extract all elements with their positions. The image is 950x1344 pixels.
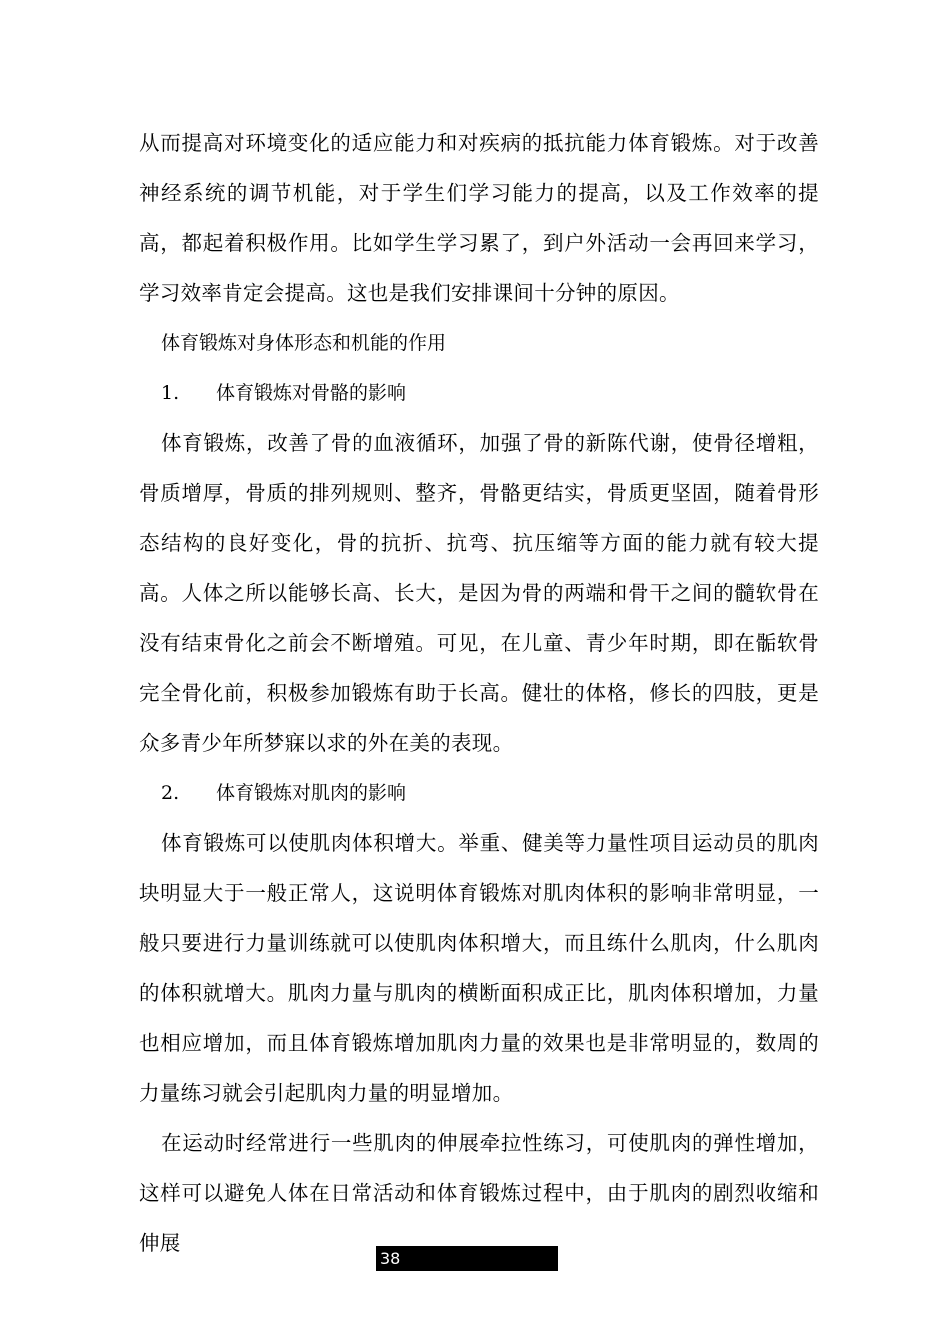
heading-text: 体育锻炼对骨骼的影响 <box>216 382 407 404</box>
heading-text: 体育锻炼对肌肉的影响 <box>216 782 407 804</box>
numbered-heading-bones <box>139 368 819 418</box>
paragraph-muscles: 体育锻炼可以使肌肉体积增大。举重、健美等力量性项目运动员的肌肉块明显大于一般正常人，这说明体育锻炼对肌肉体积的影响非常明显，一般只要进行力量训练就可以使肌肉体积增大，而且练什么肌肉，什么肌肉的体积就增大。肌肉力量与肌肉的横断面积成正比，肌肉体积增加，力量也相应增加，而且体育锻炼增加肌肉力量的效果也是非常明显的，数周的力量练习就会引起肌肉力量的明显增加。 <box>139 831 819 1105</box>
page-number-bar <box>376 1246 558 1271</box>
paragraph-continuation: 从而提高对环境变化的适应能力和对疾病的抵抗能力体育锻炼。对于改善神经系统的调节机能，对于学生们学习能力的提高，以及工作效率的提高，都起着积极作用。比如学生学习累了，到户外活动一会再回来学习，学习效率肯定会提高。这也是我们安排课间十分钟的原因。 <box>139 131 819 305</box>
paragraph-stretching: 在运动时经常进行一些肌肉的伸展牵拉性练习，可使肌肉的弹性增加，这样可以避免人体在日常活动和体育锻炼过程中，由于肌肉的剧烈收缩和伸展 <box>139 1131 819 1255</box>
heading-number: 2. <box>161 782 180 804</box>
paragraph-bones: 体育锻炼，改善了骨的血液循环，加强了骨的新陈代谢，使骨径增粗，骨质增厚，骨质的排列规则、整齐，骨骼更结实，骨质更坚固，随着骨形态结构的良好变化，骨的抗折、抗弯、抗压缩等方面的能力就有较大提高。人体之所以能够长高、长大，是因为骨的两端和骨干之间的髓软骨在没有结束骨化之前会不断增殖。可见，在儿童、青少年时期，即在骺软骨完全骨化前，积极参加锻炼有助于长高。健壮的体格，修长的四肢，更是众多青少年所梦寐以求的外在美的表现。 <box>139 431 819 755</box>
document-body <box>139 118 819 1268</box>
numbered-heading-muscles <box>139 768 819 818</box>
section-heading: 体育锻炼对身体形态和机能的作用 <box>161 332 447 354</box>
heading-number: 1. <box>161 382 180 404</box>
page-number: 38 <box>380 1249 401 1268</box>
